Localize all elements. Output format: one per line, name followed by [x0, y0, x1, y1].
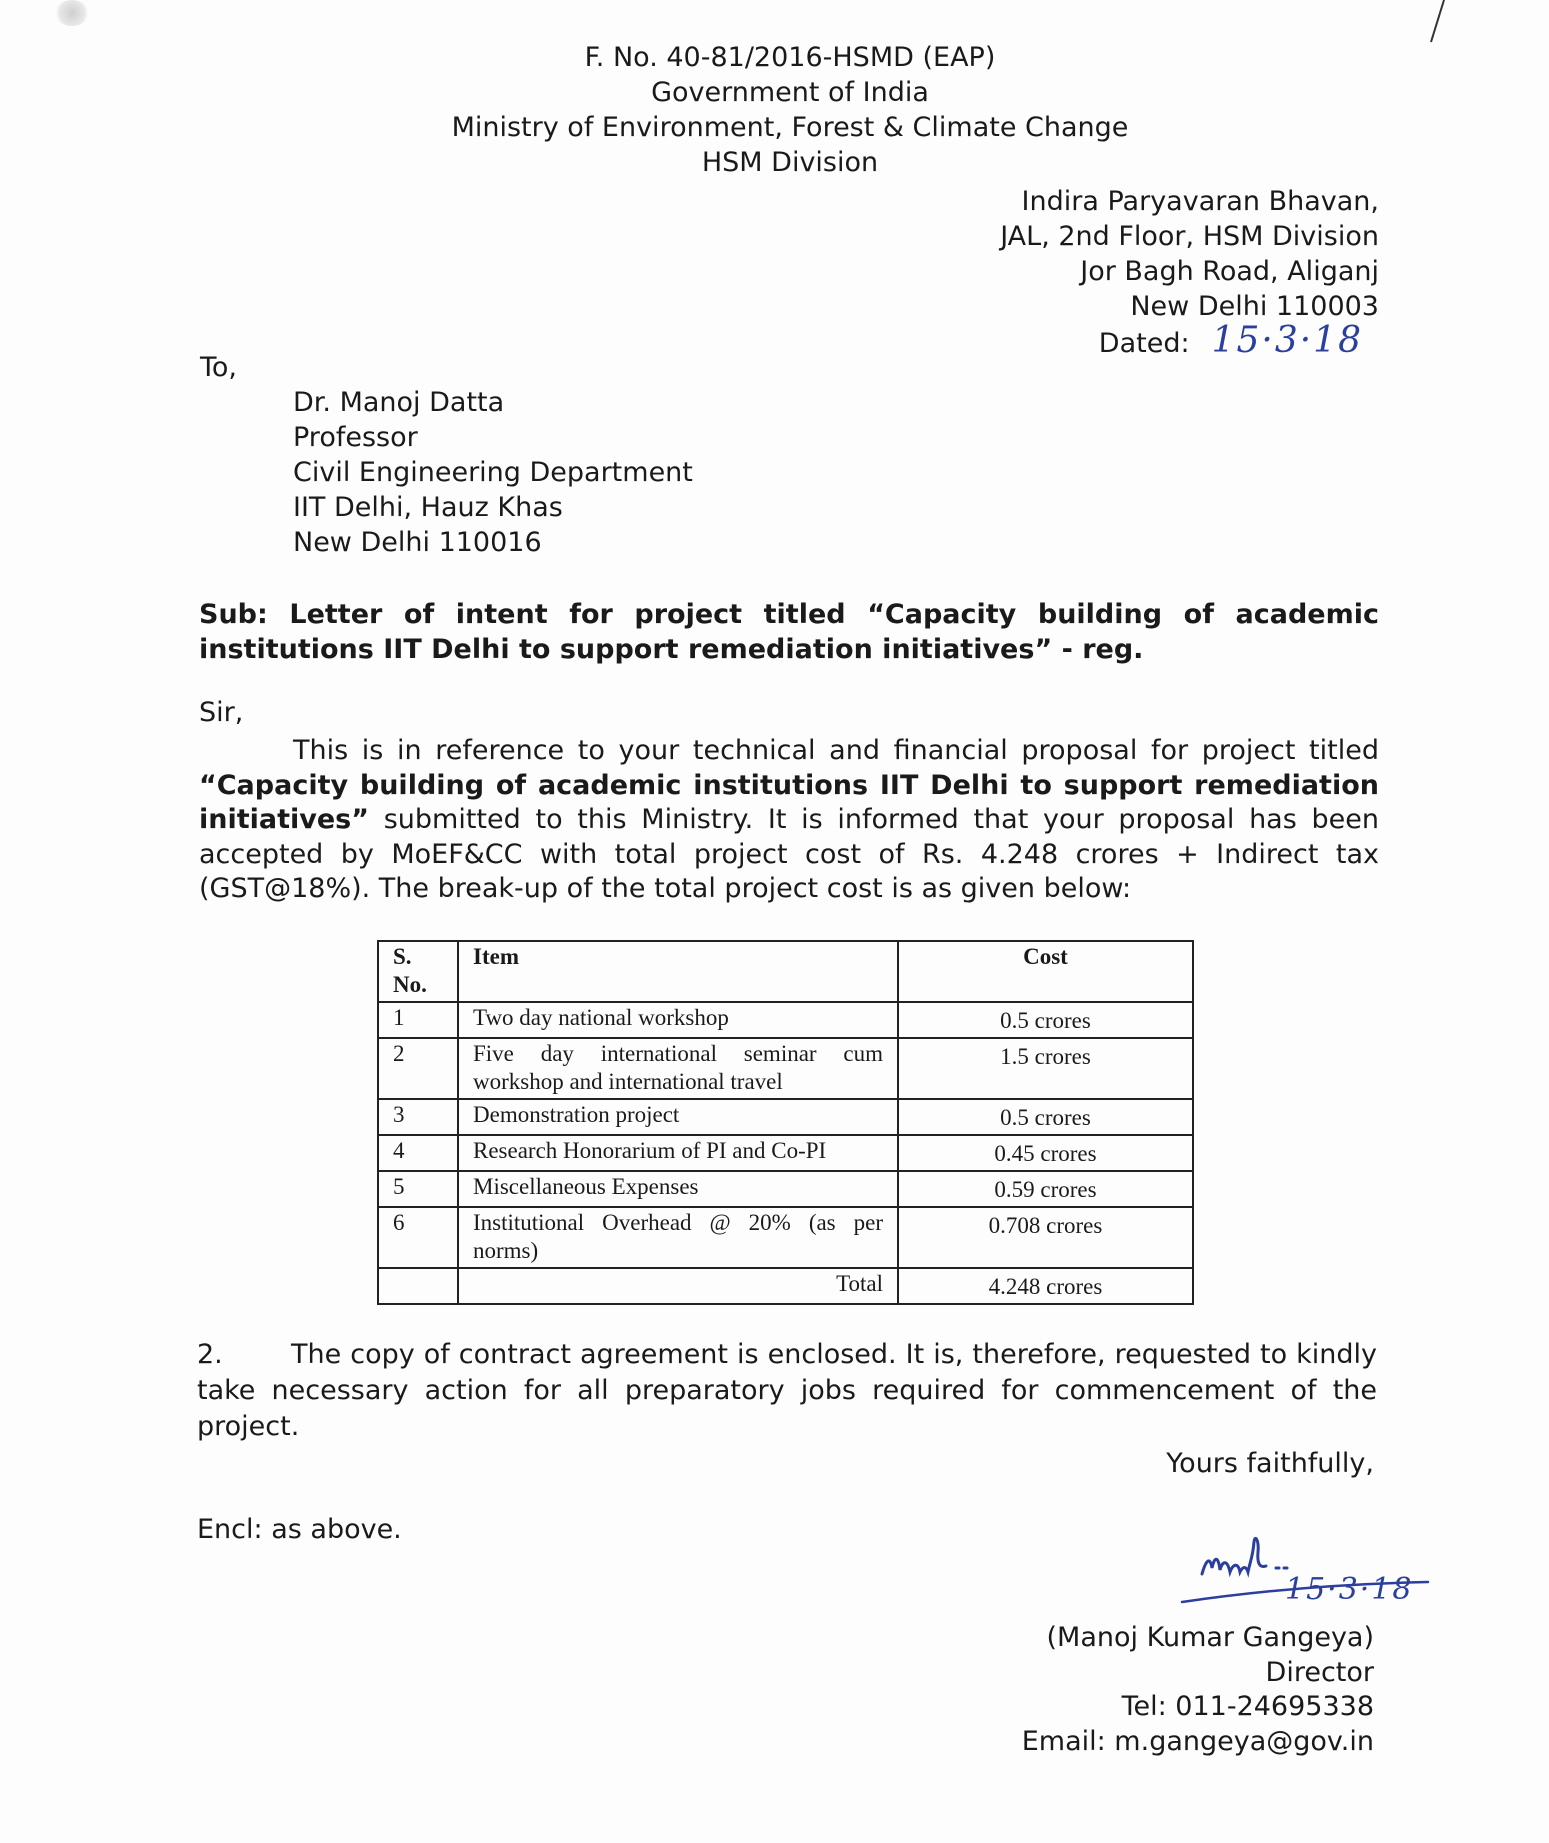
recipient-department: Civil Engineering Department: [293, 457, 693, 488]
row-cost: 0.5 crores: [898, 1099, 1193, 1135]
header-sno: S. No.: [378, 941, 458, 1002]
row-cost: 0.45 crores: [898, 1135, 1193, 1171]
table-row: [378, 1038, 1193, 1099]
recipient-city: New Delhi 110016: [293, 527, 542, 558]
signatory-block: [1022, 1621, 1374, 1759]
row-sno: 6: [378, 1207, 458, 1268]
division-name: HSM Division: [701, 147, 879, 178]
total-value: 4.248 crores: [898, 1268, 1193, 1304]
sender-address: [1000, 184, 1379, 324]
to-label: To,: [200, 352, 238, 383]
paragraph-1-intro: This is in reference to your technical and financial proposal for project titled: [293, 735, 1379, 766]
row-item: Five day international seminar cum workshop and international travel: [458, 1038, 898, 1099]
subject-line: Sub: Letter of intent for project titled “Capacity building of academic institutions IIT Delhi to support remediation initiatives” - reg.: [199, 599, 1379, 665]
table-row: [378, 1002, 1193, 1038]
row-item: Two day national workshop: [458, 1002, 898, 1038]
recipient-designation: Professor: [293, 422, 418, 453]
row-sno: 5: [378, 1171, 458, 1207]
row-sno: 4: [378, 1135, 458, 1171]
row-cost: 0.5 crores: [898, 1002, 1193, 1038]
signatory-tel: Tel: 011-24695338: [1121, 1691, 1374, 1722]
project-title: “Capacity building of academic institutions IIT Delhi to support remediation initiatives”: [199, 769, 1379, 835]
row-item: Institutional Overhead @ 20% (as per norms): [458, 1207, 898, 1268]
recipient-name: Dr. Manoj Datta: [293, 387, 505, 418]
paragraph-1-body: submitted to this Ministry. It is informed that your proposal has been accepted by MoEF&CC with total project cost of Rs. 4.248 crores + Indirect tax (GST@18%). The break-up of the total project cost is as given below:: [199, 804, 1379, 904]
signatory-email: Email: m.gangeya@gov.in: [1021, 1725, 1374, 1757]
row-sno: 1: [378, 1002, 458, 1038]
address-line-1: Indira Paryavaran Bhavan,: [1021, 186, 1379, 217]
address-line-2: JAL, 2nd Floor, HSM Division: [1000, 221, 1379, 252]
signature-date: 15·3·18: [1285, 1572, 1414, 1607]
table-row: [378, 1171, 1193, 1207]
table-row: [378, 1207, 1193, 1268]
dated-label: Dated:: [1098, 328, 1190, 359]
salutation: Sir,: [199, 697, 244, 728]
file-number: F. No. 40-81/2016-HSMD (EAP): [584, 42, 996, 73]
table-header-row: [378, 941, 1193, 1002]
closing-line: Yours faithfully,: [1166, 1448, 1374, 1479]
total-sno-empty: [378, 1268, 458, 1304]
table-row: [378, 1099, 1193, 1135]
row-item: Miscellaneous Expenses: [458, 1171, 898, 1207]
paragraph-2-number: 2.: [197, 1339, 223, 1370]
address-line-4: New Delhi 110003: [1130, 291, 1379, 322]
recipient-block: [293, 385, 693, 560]
paragraph-2-text: The copy of contract agreement is enclosed. It is, therefore, requested to kindly take necessary action for all preparatory jobs required for commencement of the project.: [197, 1339, 1377, 1442]
paragraph-2: [197, 1337, 1377, 1445]
government-name: Government of India: [651, 77, 929, 108]
table-row: [378, 1135, 1193, 1171]
header-item: Item: [458, 941, 898, 1002]
dated-row: [1099, 320, 1363, 361]
letter-header: [0, 40, 1549, 180]
table-total-row: [378, 1268, 1193, 1304]
row-item: Demonstration project: [458, 1099, 898, 1135]
row-cost: 1.5 crores: [898, 1038, 1193, 1099]
row-item: Research Honorarium of PI and Co-PI: [458, 1135, 898, 1171]
paragraph-1: [199, 734, 1379, 907]
signatory-designation: Director: [1265, 1656, 1374, 1688]
row-cost: 0.708 crores: [898, 1207, 1193, 1268]
enclosure-note: Encl: as above.: [197, 1514, 402, 1545]
recipient-institute: IIT Delhi, Hauz Khas: [293, 492, 563, 523]
cost-breakup-table: [377, 940, 1194, 1305]
address-line-3: Jor Bagh Road, Aliganj: [1080, 256, 1379, 287]
handwritten-date: 15·3·18: [1211, 320, 1363, 361]
row-sno: 2: [378, 1038, 458, 1099]
header-cost: Cost: [898, 941, 1193, 1002]
scan-smudge: [55, 0, 89, 26]
row-cost: 0.59 crores: [898, 1171, 1193, 1207]
signatory-name: (Manoj Kumar Gangeya): [1046, 1622, 1374, 1653]
row-sno: 3: [378, 1099, 458, 1135]
ministry-name: Ministry of Environment, Forest & Climate Change: [451, 112, 1129, 143]
total-label: Total: [458, 1268, 898, 1304]
